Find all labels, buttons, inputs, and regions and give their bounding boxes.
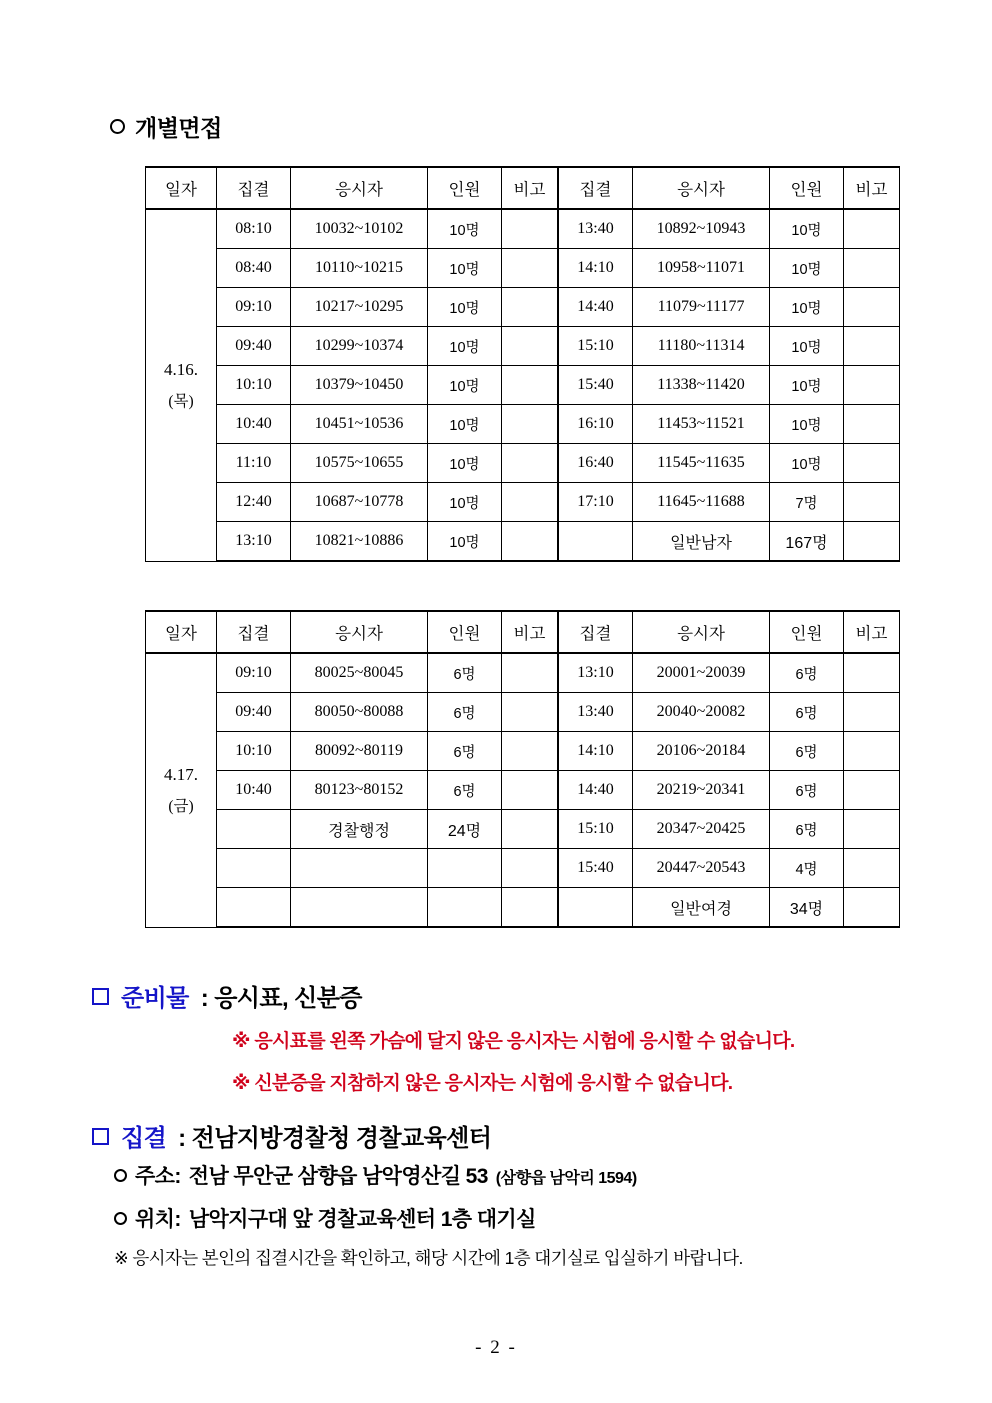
red-warning-1: ※ 응시표를 왼쪽 가슴에 달지 않은 응시자는 시험에 응시할 수 없습니다. <box>232 1031 795 1052</box>
cell-examinee-left: 80092~80119 <box>291 732 428 771</box>
cell-note-left <box>502 288 559 327</box>
cell-count-right: 34명 <box>770 888 844 928</box>
date-main: 4.17. <box>164 765 198 785</box>
cell-time-right: 13:40 <box>558 693 633 732</box>
cell-time-right: 14:40 <box>558 771 633 810</box>
checkbox-square-icon <box>92 988 109 1005</box>
cell-time-left: 10:10 <box>217 732 291 771</box>
cell-examinee-right: 11338~11420 <box>633 366 770 405</box>
th-examinee-left: 응시자 <box>291 167 428 209</box>
cell-examinee-left: 10451~10536 <box>291 405 428 444</box>
schedule-table-0417 <box>145 610 900 928</box>
cell-count-right: 167명 <box>770 522 844 562</box>
table-row <box>146 405 900 444</box>
foot-note: ※ 응시자는 본인의 집결시간을 확인하고, 해당 시간에 1층 대기실로 입실하기 바랍니다. <box>114 1248 743 1268</box>
location-label: 위치: <box>135 1208 181 1231</box>
address-paren: (삼향읍 남악리 1594) <box>495 1170 637 1187</box>
cell-note-left <box>502 693 559 732</box>
table-row <box>146 849 900 888</box>
preparation-label: 준비물 <box>121 985 189 1012</box>
preparation-line <box>92 978 362 1013</box>
th-date-left: 일자 <box>146 167 217 209</box>
cell-note-left <box>502 888 559 928</box>
th-note-left: 비고 <box>502 167 559 209</box>
cell-count-right: 4명 <box>770 849 844 888</box>
th-count-left: 인원 <box>428 167 502 209</box>
table-row <box>146 888 900 928</box>
date-sub: (금) <box>168 797 194 815</box>
th-count-left: 인원 <box>428 611 502 653</box>
cell-count-right: 6명 <box>770 732 844 771</box>
table-row <box>146 653 900 693</box>
th-time-left: 집결 <box>217 611 291 653</box>
cell-note-left <box>502 771 559 810</box>
cell-count-right: 6명 <box>770 810 844 849</box>
cell-count-right: 10명 <box>770 249 844 288</box>
th-time-left: 집결 <box>217 167 291 209</box>
table-body <box>146 653 900 927</box>
cell-time-left: 10:40 <box>217 405 291 444</box>
cell-count-left: 6명 <box>428 771 502 810</box>
checkbox-square-icon <box>92 1128 109 1145</box>
cell-examinee-left: 10217~10295 <box>291 288 428 327</box>
cell-examinee-left: 80123~80152 <box>291 771 428 810</box>
cell-examinee-left: 10299~10374 <box>291 327 428 366</box>
table-row <box>146 366 900 405</box>
cell-count-right: 7명 <box>770 483 844 522</box>
cell-time-right: 13:10 <box>558 653 633 693</box>
red-warning-2: ※ 신분증을 지참하지 않은 응시자는 시험에 응시할 수 없습니다. <box>232 1073 733 1094</box>
th-note-left: 비고 <box>502 611 559 653</box>
cell-count-left <box>428 888 502 928</box>
cell-time-left: 10:40 <box>217 771 291 810</box>
cell-examinee-left: 10110~10215 <box>291 249 428 288</box>
cell-time-left <box>217 849 291 888</box>
cell-examinee-right: 10892~10943 <box>633 209 770 249</box>
table-row <box>146 209 900 249</box>
table-row <box>146 288 900 327</box>
th-examinee-right: 응시자 <box>633 167 770 209</box>
th-time-right: 집결 <box>558 167 633 209</box>
cell-examinee-right: 20219~20341 <box>633 771 770 810</box>
cell-note-right <box>844 849 900 888</box>
section-heading-label: 개별면접 <box>135 115 222 141</box>
address-label: 주소: <box>135 1165 181 1188</box>
section-heading <box>110 110 222 143</box>
cell-time-left: 11:10 <box>217 444 291 483</box>
cell-examinee-left: 경찰행정 <box>291 810 428 849</box>
cell-note-right <box>844 732 900 771</box>
cell-note-right <box>844 522 900 562</box>
cell-note-left <box>502 366 559 405</box>
cell-count-left: 6명 <box>428 732 502 771</box>
table-row <box>146 810 900 849</box>
cell-count-left: 10명 <box>428 327 502 366</box>
th-note-right: 비고 <box>844 611 900 653</box>
cell-examinee-right: 10958~11071 <box>633 249 770 288</box>
page-number: - 2 - <box>475 1337 517 1358</box>
cell-note-left <box>502 810 559 849</box>
cell-examinee-right: 20106~20184 <box>633 732 770 771</box>
ring-bullet-icon <box>114 1212 127 1225</box>
cell-count-right: 6명 <box>770 653 844 693</box>
schedule-table-0416 <box>145 166 900 562</box>
cell-count-left: 10명 <box>428 405 502 444</box>
table-header-row-group <box>146 167 900 209</box>
cell-examinee-right: 20040~20082 <box>633 693 770 732</box>
cell-examinee-left: 10687~10778 <box>291 483 428 522</box>
cell-time-left: 09:10 <box>217 288 291 327</box>
cell-count-left: 10명 <box>428 249 502 288</box>
cell-time-left: 10:10 <box>217 366 291 405</box>
cell-examinee-left: 80050~80088 <box>291 693 428 732</box>
ring-bullet-icon <box>110 119 125 134</box>
table-row <box>146 522 900 562</box>
cell-note-left <box>502 327 559 366</box>
cell-note-left <box>502 249 559 288</box>
cell-count-right: 10명 <box>770 327 844 366</box>
cell-note-left <box>502 849 559 888</box>
cell-note-right <box>844 209 900 249</box>
table-row <box>146 732 900 771</box>
table-row <box>146 249 900 288</box>
cell-count-left: 10명 <box>428 483 502 522</box>
th-time-right: 집결 <box>558 611 633 653</box>
cell-examinee-right: 11545~11635 <box>633 444 770 483</box>
cell-examinee-right: 20347~20425 <box>633 810 770 849</box>
cell-note-left <box>502 405 559 444</box>
cell-time-right: 13:40 <box>558 209 633 249</box>
cell-time-right: 14:40 <box>558 288 633 327</box>
cell-note-right <box>844 888 900 928</box>
cell-time-right <box>558 888 633 928</box>
cell-examinee-right: 20001~20039 <box>633 653 770 693</box>
cell-time-left: 13:10 <box>217 522 291 562</box>
cell-time-right: 15:40 <box>558 366 633 405</box>
cell-count-left: 10명 <box>428 366 502 405</box>
cell-note-right <box>844 810 900 849</box>
cell-examinee-right: 11453~11521 <box>633 405 770 444</box>
cell-note-left <box>502 444 559 483</box>
th-date-left: 일자 <box>146 611 217 653</box>
table-row <box>146 483 900 522</box>
cell-examinee-left: 80025~80045 <box>291 653 428 693</box>
cell-examinee-right: 20447~20543 <box>633 849 770 888</box>
meeting-value: : 전남지방경찰청 경찰교육센터 <box>178 1125 492 1152</box>
cell-examinee-right: 11180~11314 <box>633 327 770 366</box>
cell-note-right <box>844 249 900 288</box>
cell-examinee-left <box>291 849 428 888</box>
cell-count-left: 10명 <box>428 288 502 327</box>
date-sub: (목) <box>168 392 194 410</box>
cell-time-right: 14:10 <box>558 249 633 288</box>
cell-time-left: 09:10 <box>217 653 291 693</box>
cell-count-left <box>428 849 502 888</box>
cell-note-left <box>502 483 559 522</box>
table-header-row <box>146 611 900 653</box>
cell-count-right: 6명 <box>770 693 844 732</box>
th-note-right: 비고 <box>844 167 900 209</box>
cell-note-right <box>844 405 900 444</box>
table-row <box>146 327 900 366</box>
cell-count-right: 10명 <box>770 209 844 249</box>
cell-note-right <box>844 366 900 405</box>
cell-count-right: 10명 <box>770 444 844 483</box>
cell-time-left <box>217 888 291 928</box>
table-row <box>146 771 900 810</box>
location-value: 남악지구대 앞 경찰교육센터 1층 대기실 <box>188 1208 536 1231</box>
cell-time-left: 08:40 <box>217 249 291 288</box>
th-examinee-left: 응시자 <box>291 611 428 653</box>
cell-examinee-left <box>291 888 428 928</box>
cell-time-right: 16:40 <box>558 444 633 483</box>
cell-time-right: 15:10 <box>558 810 633 849</box>
cell-time-right: 14:10 <box>558 732 633 771</box>
cell-count-right: 10명 <box>770 288 844 327</box>
cell-time-right: 17:10 <box>558 483 633 522</box>
cell-count-left: 10명 <box>428 444 502 483</box>
ring-bullet-icon <box>114 1169 127 1182</box>
cell-note-right <box>844 771 900 810</box>
cell-note-right <box>844 483 900 522</box>
cell-examinee-right: 일반남자 <box>633 522 770 562</box>
cell-count-left: 6명 <box>428 693 502 732</box>
cell-time-right: 15:40 <box>558 849 633 888</box>
cell-examinee-left: 10032~10102 <box>291 209 428 249</box>
date-cell <box>146 209 217 561</box>
cell-time-right <box>558 522 633 562</box>
cell-examinee-right: 11079~11177 <box>633 288 770 327</box>
th-count-right: 인원 <box>770 167 844 209</box>
table-header-row <box>146 167 900 209</box>
cell-time-right: 15:10 <box>558 327 633 366</box>
date-cell <box>146 653 217 927</box>
cell-note-left <box>502 732 559 771</box>
cell-note-left <box>502 522 559 562</box>
location-line <box>114 1203 536 1233</box>
date-main: 4.16. <box>164 360 198 380</box>
cell-note-right <box>844 693 900 732</box>
th-count-right: 인원 <box>770 611 844 653</box>
cell-count-right: 6명 <box>770 771 844 810</box>
cell-examinee-left: 10821~10886 <box>291 522 428 562</box>
cell-note-left <box>502 653 559 693</box>
cell-time-left: 08:10 <box>217 209 291 249</box>
cell-note-left <box>502 209 559 249</box>
table-header-row-group <box>146 611 900 653</box>
cell-time-right: 16:10 <box>558 405 633 444</box>
cell-count-left: 6명 <box>428 653 502 693</box>
cell-examinee-right: 일반여경 <box>633 888 770 928</box>
cell-note-right <box>844 288 900 327</box>
cell-time-left: 12:40 <box>217 483 291 522</box>
cell-count-left: 10명 <box>428 209 502 249</box>
cell-examinee-left: 10379~10450 <box>291 366 428 405</box>
meeting-label: 집결 <box>121 1125 167 1152</box>
table-row <box>146 693 900 732</box>
table-body <box>146 209 900 561</box>
cell-examinee-right: 11645~11688 <box>633 483 770 522</box>
preparation-value: : 응시표, 신분증 <box>200 985 362 1012</box>
address-line <box>114 1160 637 1190</box>
table-row <box>146 444 900 483</box>
address-value: 전남 무안군 삼향읍 남악영산길 53 <box>188 1165 488 1188</box>
cell-count-right: 10명 <box>770 366 844 405</box>
th-examinee-right: 응시자 <box>633 611 770 653</box>
cell-note-right <box>844 444 900 483</box>
cell-time-left: 09:40 <box>217 693 291 732</box>
cell-examinee-left: 10575~10655 <box>291 444 428 483</box>
cell-note-right <box>844 327 900 366</box>
cell-count-left: 10명 <box>428 522 502 562</box>
cell-time-left: 09:40 <box>217 327 291 366</box>
cell-time-left <box>217 810 291 849</box>
cell-count-right: 10명 <box>770 405 844 444</box>
cell-count-left: 24명 <box>428 810 502 849</box>
meeting-line <box>92 1118 491 1153</box>
cell-note-right <box>844 653 900 693</box>
